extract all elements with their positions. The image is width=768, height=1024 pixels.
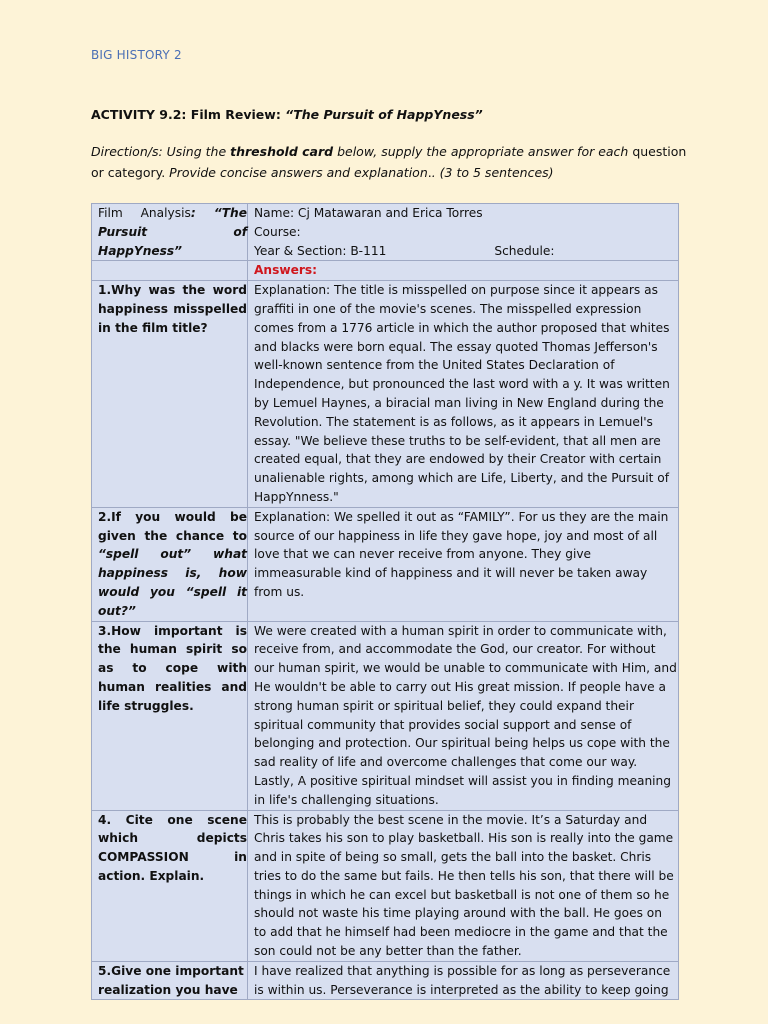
- table-row: [92, 621, 679, 810]
- threshold-card-table: [91, 203, 679, 1000]
- table-header-row: [92, 204, 679, 261]
- activity-film-title: “The Pursuit of HappYness”: [285, 107, 483, 122]
- table-row: [92, 281, 679, 508]
- table-row: [92, 507, 679, 621]
- course-title: BIG HISTORY 2: [91, 48, 182, 62]
- directions: [91, 141, 691, 183]
- directions-provide: Provide concise answers and explanation: [169, 165, 428, 180]
- activity-heading: [91, 107, 483, 122]
- directions-suffix: . (3 to 5 sentences): [431, 165, 554, 180]
- answers-label-cell: [248, 261, 679, 281]
- question-rest: “spell out” what happiness is, how would you “spell it out?”: [98, 547, 247, 618]
- question-cell: 5.Give one important realization you have: [92, 961, 248, 1000]
- answers-label-row: [92, 261, 679, 281]
- directions-provide-dot: .: [427, 165, 432, 180]
- question-cell: 1.Why was the word happiness misspelled in the film title?: [92, 281, 248, 508]
- table-row: [92, 810, 679, 961]
- question-cell: 3.How important is the human spirit so as to cope with human realities and life struggles.: [92, 621, 248, 810]
- film-analysis-label: Film Analysis: [98, 206, 191, 220]
- question-start: 2.If you would be given the chance to: [98, 509, 247, 543]
- directions-line2-start: or category.: [91, 165, 170, 180]
- answer-cell: I have realized that anything is possible for as long as perseverance is within us. Perseverance is interpreted as the ability to keep going: [248, 961, 679, 1000]
- course-line: Course:: [254, 224, 301, 239]
- schedule-line: Schedule:: [494, 243, 555, 258]
- answer-cell: We were created with a human spirit in order to communicate with, receive from, and accommodate the God, our creator. For without our human spirit, we would be unable to communicate with Him, and He wouldn't be able to carry out His great mission. If people have a strong human spirit or spiritual belief, they could expand their spiritual community that provides social support and sense of belonging and protection. Our spiritual being helps us cope with the sad reality of life and overcome challenges that come our way. Lastly, A positive spiritual mindset will assist you in finding meaning in life's challenging situations.: [248, 621, 679, 810]
- student-info-cell: [248, 204, 679, 261]
- film-analysis-title: : “The Pursuit of HappYness”: [98, 206, 247, 258]
- empty-cell: [92, 261, 248, 281]
- question-cell: [92, 507, 248, 621]
- name-line: Name: Cj Matawaran and Erica Torres: [254, 206, 483, 220]
- activity-label: ACTIVITY 9.2: Film Review:: [91, 107, 286, 122]
- year-section-line: Year & Section: B-111: [254, 243, 387, 258]
- answer-cell: Explanation: We spelled it out as “FAMILY”. For us they are the main source of our happiness in life they gave hope, joy and most of all love that we can never receive from anyone. They give immeasurable kind of happiness and it will never be taken away from us.: [248, 507, 679, 621]
- answers-label: Answers:: [254, 263, 318, 278]
- question-cell: 4. Cite one scene which depicts COMPASSION in action. Explain.: [92, 810, 248, 961]
- directions-question-word: question: [632, 144, 687, 159]
- film-analysis-cell: [92, 204, 248, 261]
- answer-cell: Explanation: The title is misspelled on purpose since it appears as graffiti in one of the movie's scenes. The misspelled expression comes from a 1776 article in which the author proposed that whites and blacks were born equal. The essay quoted Thomas Jefferson's well-known sentence from the United States Declaration of Independence, but pronounced the last word with a y. It was written by Lemuel Haynes, a biracial man living in New England during the Revolution. The statement is as follows, as it appears in Lemuel's essay. "We believe these truths to be self-evident, that all men are created equal, that they are endowed by their Creator with certain unalienable rights, among which are Life, Liberty, and the Pursuit of HappYnness.": [248, 281, 679, 508]
- directions-middle: below, supply the appropriate answer for each: [333, 144, 633, 159]
- directions-prefix: Direction/s: Using the: [91, 144, 231, 159]
- year-schedule-line: [254, 242, 678, 261]
- table-row: [92, 961, 679, 1000]
- answer-cell: This is probably the best scene in the movie. It’s a Saturday and Chris takes his son to play basketball. His son is really into the game and in spite of being so small, gets the ball into the basket. Chris tries to do the same but fails. He then tells his son, that there will be things in which he can excel but basketball is not one of them so he should not waste his time playing around with the ball. He goes on to add that he himself had been mediocre in the game and that the son could not be any better than the father.: [248, 810, 679, 961]
- threshold-card-text: threshold card: [230, 144, 334, 159]
